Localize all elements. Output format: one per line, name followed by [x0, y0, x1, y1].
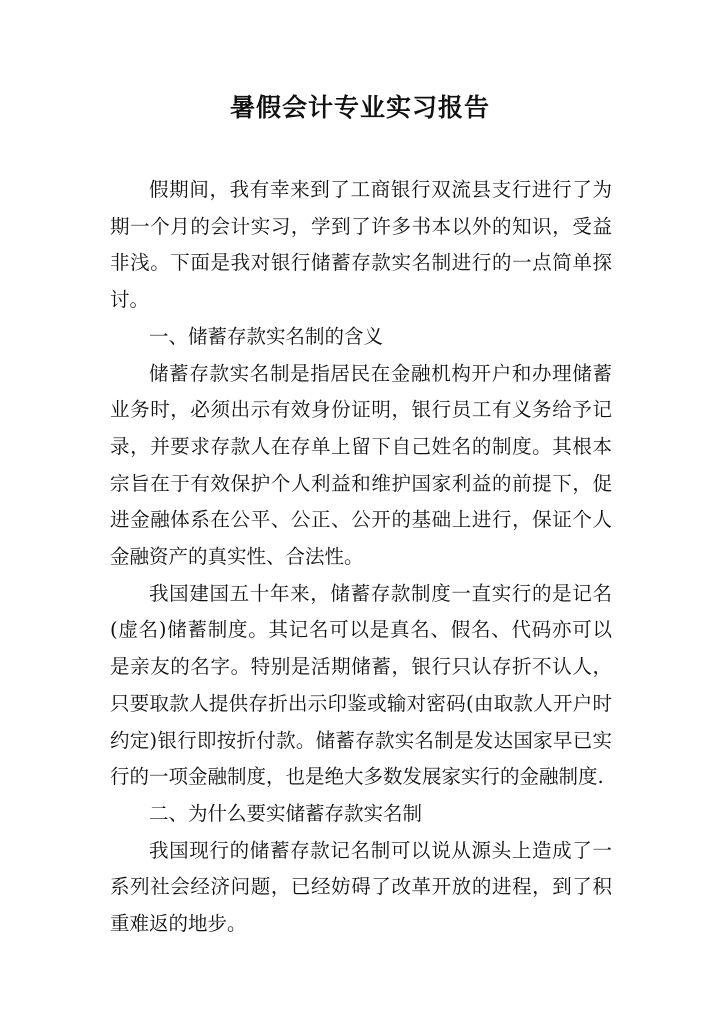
paragraph-history: 我国建国五十年来，储蓄存款制度一直实行的是记名(虚名)储蓄制度。其记名可以是真名、假名、代码亦可以是亲友的名字。特别是活期储蓄，银行只认存折不认人，只要取款人提供存折出示印鉴或输对密码(由取款人开户时约定)银行即按折付款。储蓄存款实名制是发达国家早已实行的一项金融制度，也是绝大多数发展家实行的金融制度. — [110, 581, 612, 789]
section-heading-2: 二、为什么要实储蓄存款实名制 — [149, 801, 423, 825]
page-title: 暑假会计专业实习报告 — [229, 93, 490, 122]
section-heading-1: 一、储蓄存款实名制的含义 — [149, 324, 384, 348]
paragraph-intro: 假期间，我有幸来到了工商银行双流县支行进行了为期一个月的会计实习，学到了许多书本以外的知识，受益非浅。下面是我对银行储蓄存款实名制进行的一点简单探讨。 — [110, 178, 612, 312]
paragraph-reason: 我国现行的储蓄存款记名制可以说从源头上造成了一系列社会经济问题，已经妨碍了改革开放的进程，到了积重难返的地步。 — [110, 838, 612, 936]
paragraph-definition: 储蓄存款实名制是指居民在金融机构开户和办理储蓄业务时，必须出示有效身份证明，银行员工有义务给予记录，并要求存款人在存单上留下自己姓名的制度。其根本宗旨在于有效保护个人利益和维护国家利益的前提下，促进金融体系在公平、公正、公开的基础上进行，保证个人金融资产的真实性、合法性。 — [110, 361, 612, 569]
document-body — [110, 172, 612, 943]
